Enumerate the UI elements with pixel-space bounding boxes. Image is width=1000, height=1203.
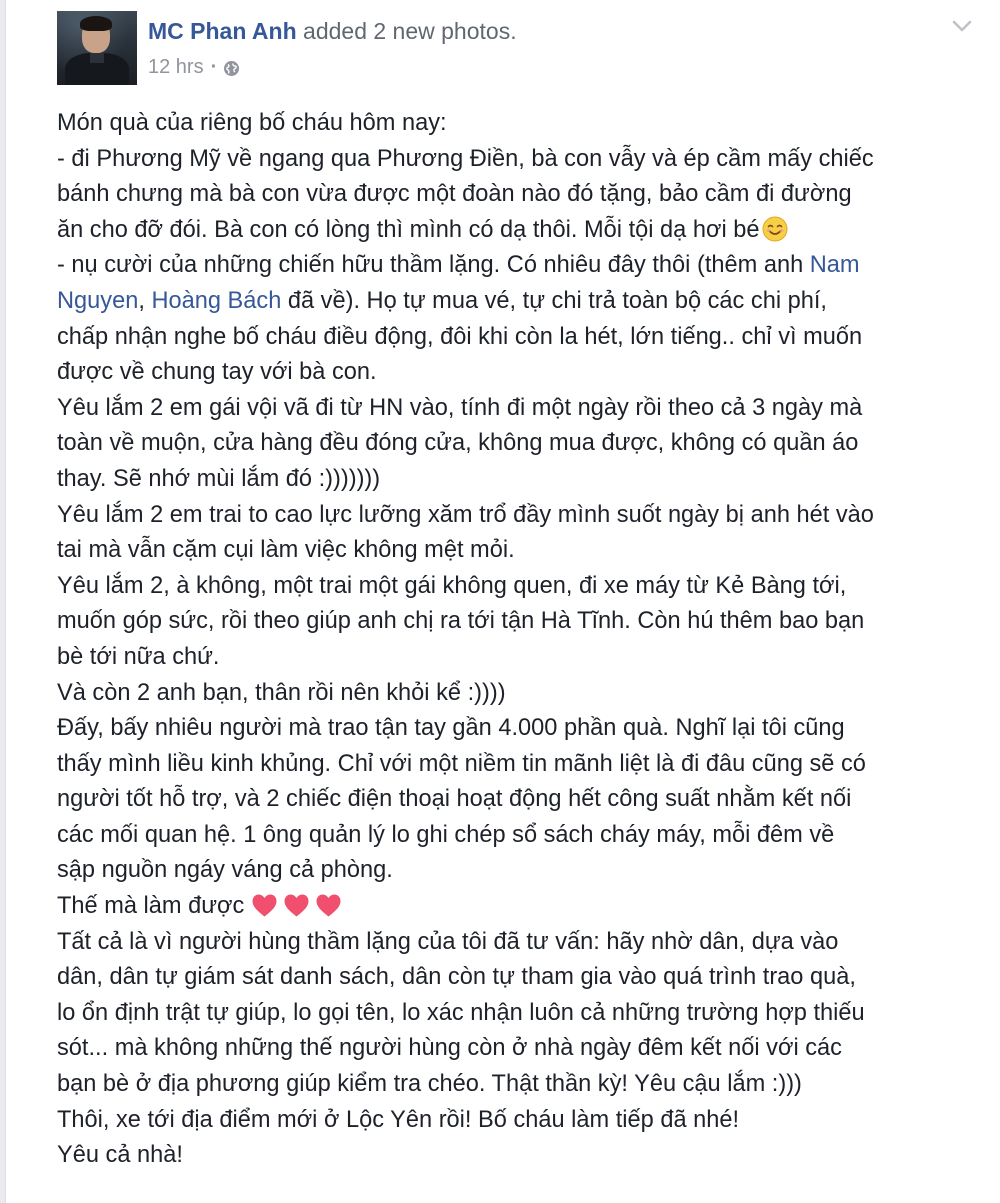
post-line: muốn góp sức, rồi theo giúp anh chị ra tới tận Hà Tĩnh. Còn hú thêm bao bạn [57,608,865,635]
post-line: sập nguồn ngáy váng cả phòng. [57,857,393,884]
post-line [57,248,987,284]
post-line [57,889,987,925]
post-line-text: đã về). Họ tự mua vé, tự chi trả toàn bộ các chi phí, [281,287,827,314]
post-line: Đấy, bấy nhiêu người mà trao tận tay gần 4.000 phần quà. Nghĩ lại tôi cũng [57,715,845,742]
post-line-text: - nụ cười của những chiến hữu thầm lặng. Có nhiêu đây thôi (thêm anh [57,252,810,279]
post-line: bánh chưng mà bà con vừa được một đoàn nào đó tặng, bảo cầm đi đường [57,181,852,208]
post-line: tai mà vẫn cặm cụi làm việc không mệt mỏi. [57,537,515,564]
post-line: - đi Phương Mỹ về ngang qua Phương Điền, bà con vẫy và ép cầm mấy chiếc [57,145,874,172]
post-line [57,213,987,249]
post-line: người tốt hỗ trợ, và 2 chiếc điện thoại hoạt động hết công suất nhằm kết nối [57,786,852,813]
post-line-text: Thế mà làm được [57,893,245,920]
post-line: Yêu lắm 2 em gái vội vã đi từ HN vào, tính đi một ngày rồi theo cả 3 ngày mà [57,394,863,421]
post-line: Tất cả là vì người hùng thầm lặng của tôi đã tư vấn: hãy nhờ dân, dựa vào [57,928,839,955]
avatar-hair [80,16,112,31]
post-line: chấp nhận nghe bố cháu điều động, đôi khi còn la hét, lớn tiếng.. chỉ vì muốn [57,323,863,350]
post-line: bạn bè ở địa phương giúp kiểm tra chéo. Thật thần kỳ! Yêu cậu lắm :))) [57,1071,802,1098]
post-line-text: ăn cho đỡ đói. Bà con có lòng thì mình có dạ thôi. Mỗi tội dạ hơi bé [57,216,760,243]
post-header [148,17,517,45]
post-line: sót... mà không những thế người hùng còn ở nhà ngày đêm kết nối với các [57,1035,842,1062]
post-line: thay. Sẽ nhớ mùi lắm đó :))))))) [57,465,381,492]
post-line: được về chung tay với bà con. [57,359,377,386]
post-line: Yêu lắm 2 em trai to cao lực lưỡng xăm trổ đầy mình suốt ngày bị anh hét vào [57,501,874,528]
post-timestamp-link[interactable]: 12 hrs [148,56,204,78]
author-name-link[interactable]: MC Phan Anh [148,18,297,44]
author-avatar[interactable] [57,11,137,85]
post-line: Thôi, xe tới địa điểm mới ở Lộc Yên rồi! Bố cháu làm tiếp đã nhé! [57,1106,740,1133]
post-line: các mối quan hệ. 1 ông quản lý lo ghi chép sổ sách cháy máy, mỗi đêm về [57,821,835,848]
mention-link-nam-nguyen-cont[interactable]: Nguyen [57,287,139,314]
post-action-text [303,18,517,44]
mention-link-nam-nguyen[interactable]: Nam [809,252,860,279]
post-text [57,106,987,1174]
meta-separator: · [210,56,218,78]
mention-link-hoang-bach[interactable]: Hoàng Bách [151,287,282,314]
chevron-down-icon[interactable] [949,13,975,39]
post-action-label: added 2 new photos. [303,18,517,44]
post-line: Món quà của riêng bố cháu hôm nay: [57,110,447,136]
globe-icon[interactable] [223,59,240,76]
post-line: thấy mình liều kinh khủng. Chỉ với một niềm tin mãnh liệt là đi đâu cũng sẽ có [57,750,866,777]
post-line: bè tới nữa chứ. [57,643,220,670]
facebook-post [6,0,1000,1203]
post-line [57,284,987,320]
post-meta [148,55,240,79]
post-line: Và còn 2 anh bạn, thân rồi nên khỏi kể :)))) [57,679,506,706]
post-line: lo ổn định trật tự giúp, lo gọi tên, lo xác nhận luôn cả những trường hợp thiếu [57,999,865,1026]
post-line: toàn về muộn, cửa hàng đều đóng cửa, không mua được, không có quần áo [57,430,859,457]
post-line: Yêu cả nhà! [57,1142,183,1169]
post-line: Yêu lắm 2, à không, một trai một gái không quen, đi xe máy từ Kẻ Bàng tới, [57,572,847,599]
post-line: dân, dân tự giám sát danh sách, dân còn tự tham gia vào quá trình trao quà, [57,964,856,991]
post-line-text: , [138,287,152,314]
